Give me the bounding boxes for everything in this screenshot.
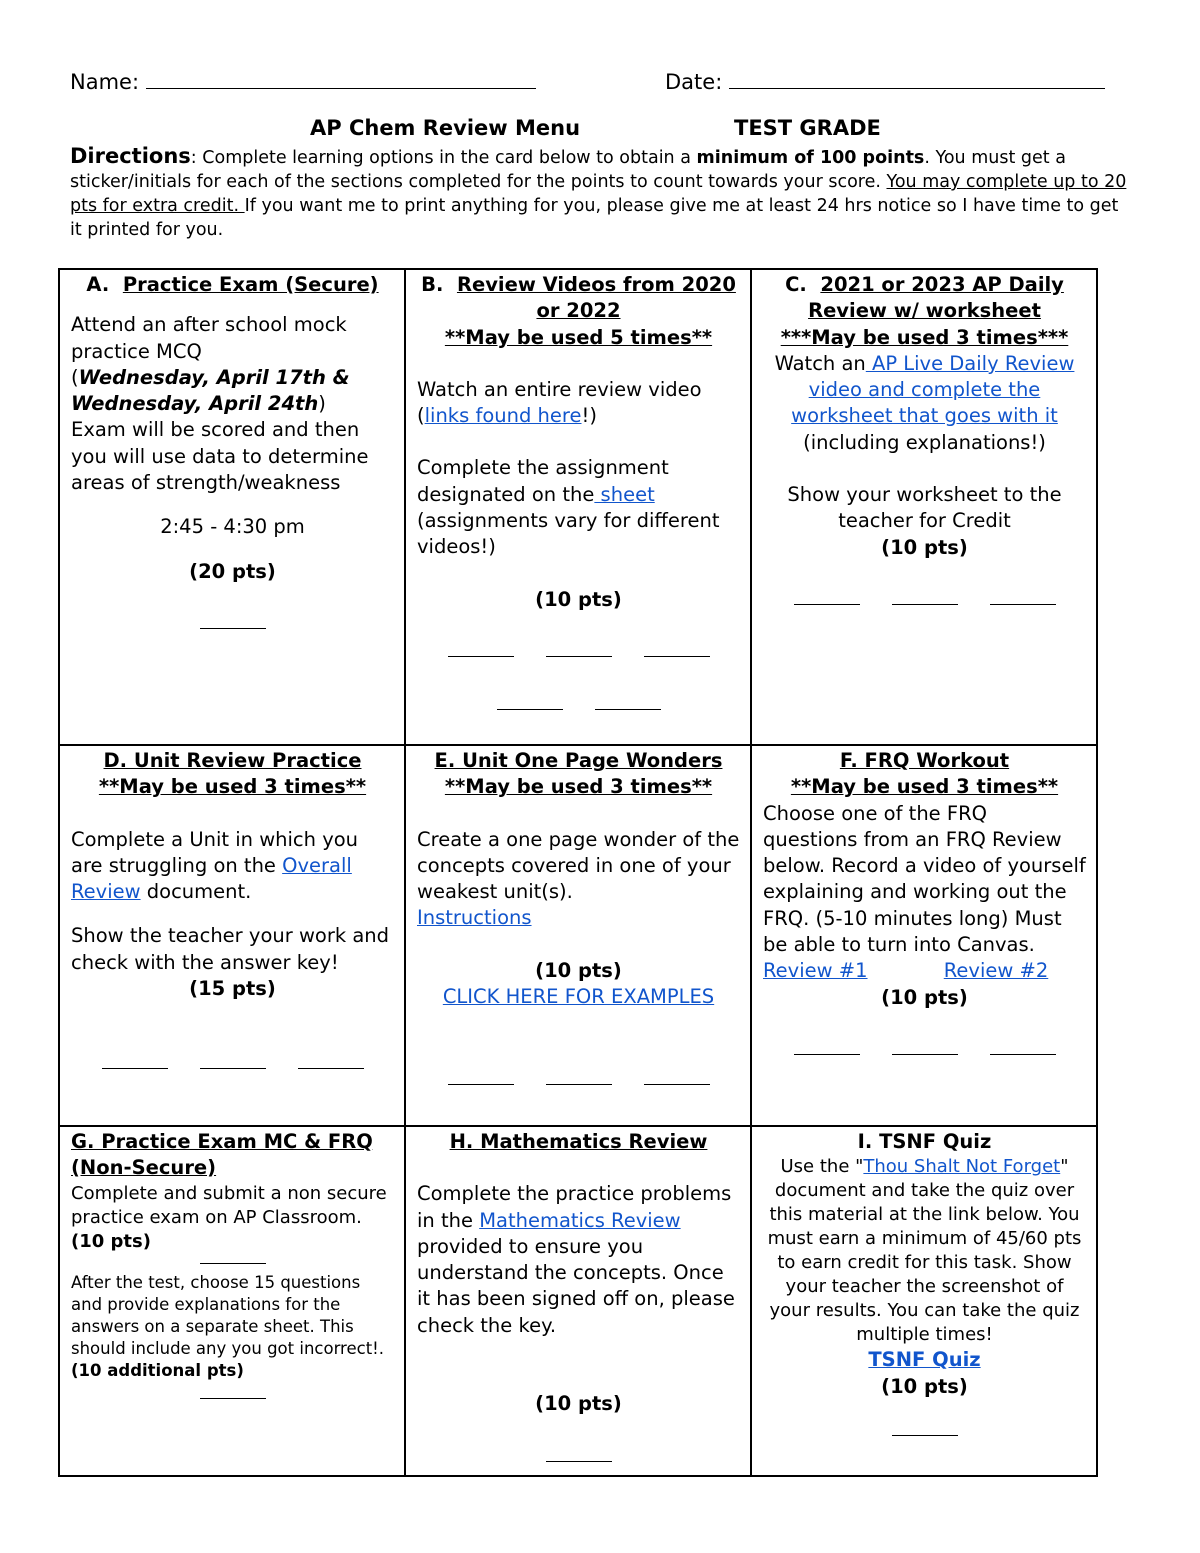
card-g-title: G. Practice Exam MC & FRQ (Non-Secure) — [71, 1130, 373, 1180]
card-f-review-links — [763, 958, 1086, 984]
signoff-blank[interactable] — [546, 1083, 612, 1085]
card-g-desc2: After the test, choose 15 questions and provide explanations for the answers on a separate sheet. This should include any you got incorrect!. (10 additional pts) — [71, 1272, 385, 1380]
directions-label: Directions — [70, 144, 191, 168]
signoff-blank[interactable] — [644, 655, 710, 657]
card-d-desc2: Show the teacher your work and check with the answer key! — [71, 924, 390, 974]
directions: Directions: Complete learning options in the card below to obtain a minimum of 100 points. You must get a sticker/initials for each of the sections completed for the points to count towards your score. You may complete up to 20 pts for extra credit. If you want me to print anything for you, please give me at least 24 hrs notice so I have time to get it printed for you. — [70, 144, 1127, 240]
card-f-desc: Choose one of the FRQ questions from an FRQ Review below. Record a video of yourself explaining and working out the FRQ. (5-10 minutes long) Must be able to turn into Canvas. — [763, 801, 1086, 957]
signoff-blank[interactable] — [892, 603, 958, 605]
card-c-video-link[interactable]: AP Live Daily Review video and complete the worksheet that goes with it — [791, 351, 1075, 428]
card-f-signoffs — [763, 1041, 1086, 1067]
card-b-desc: Watch an entire review video (links found here!) — [417, 377, 702, 428]
signoff-blank[interactable] — [448, 1083, 514, 1085]
card-b-points: (10 pts) — [535, 587, 622, 611]
card-h-signoffs — [417, 1447, 740, 1473]
card-c-title: C. 2021 or 2023 AP Daily Review w/ worksheet — [785, 273, 1064, 323]
card-c — [751, 269, 1097, 745]
date-field[interactable] — [665, 70, 1105, 94]
card-h-title: H. Mathematics Review — [449, 1130, 708, 1153]
signoff-blank[interactable] — [448, 655, 514, 657]
card-d — [59, 745, 405, 1126]
card-b — [405, 269, 751, 745]
card-f — [751, 745, 1097, 1126]
card-f-points: (10 pts) — [881, 985, 968, 1009]
card-e — [405, 745, 751, 1126]
name-field[interactable] — [70, 70, 536, 94]
card-e-limit: **May be used 3 times** — [444, 775, 713, 799]
card-c-signoffs — [763, 591, 1086, 617]
signoff-blank[interactable] — [644, 1083, 710, 1085]
card-f-review-1-link[interactable]: Review #1 — [763, 959, 868, 983]
card-i — [751, 1126, 1097, 1476]
card-a-points: (20 pts) — [189, 559, 276, 583]
card-i-tsnf-quiz-link[interactable]: TSNF Quiz — [868, 1348, 981, 1372]
minimum-points: minimum of 100 points — [696, 148, 925, 168]
card-f-title: F. FRQ Workout — [839, 749, 1010, 772]
card-f-review-2-link[interactable]: Review #2 — [943, 959, 1049, 983]
card-d-title: D. Unit Review Practice — [103, 749, 362, 772]
review-menu-grid — [58, 268, 1098, 1477]
extra-credit-note: You may complete up to 20 pts for extra credit. — [70, 172, 1127, 216]
signoff-blank[interactable] — [298, 1067, 364, 1069]
card-a-title: A. Practice Exam (Secure) — [86, 273, 379, 296]
card-e-examples-link[interactable]: CLICK HERE FOR EXAMPLES — [442, 985, 715, 1009]
card-a-desc: Attend an after school mock practice MCQ — [71, 313, 347, 363]
card-b-signoffs — [417, 643, 740, 669]
signoff-blank[interactable] — [200, 1067, 266, 1069]
card-i-points: (10 pts) — [881, 1374, 968, 1398]
signoff-blank[interactable] — [990, 603, 1056, 605]
card-e-desc: Create a one page wonder of the concepts covered in one of your weakest unit(s). — [417, 827, 740, 904]
name-blank[interactable] — [146, 87, 536, 89]
card-b-signoffs-2 — [417, 695, 740, 721]
date-blank[interactable] — [729, 87, 1105, 89]
card-c-points: (10 pts) — [881, 535, 968, 559]
card-e-signoffs — [417, 1070, 740, 1096]
card-g-desc: Complete and submit a non secure practice exam on AP Classroom. (10 pts) — [71, 1182, 387, 1252]
card-h-points: (10 pts) — [535, 1392, 622, 1416]
card-e-instructions-link[interactable]: Instructions — [417, 906, 532, 930]
card-a-desc2: Exam will be scored and then you will use data to determine areas of strength/weakness — [71, 418, 369, 495]
signoff-blank[interactable] — [200, 1397, 266, 1399]
card-c-desc: Watch an AP Live Daily Review video and complete the worksheet that goes with it (including explanations!) — [774, 351, 1075, 454]
name-label: Name: — [70, 70, 140, 94]
signoff-blank[interactable] — [200, 627, 266, 629]
card-d-desc: Complete a Unit in which you are struggling on the Overall Review document. — [71, 827, 359, 904]
signoff-blank[interactable] — [794, 603, 860, 605]
signoff-blank[interactable] — [892, 1053, 958, 1055]
card-d-limit: **May be used 3 times** — [98, 775, 367, 799]
signoff-blank[interactable] — [200, 1262, 266, 1264]
page-title: AP Chem Review Menu — [310, 116, 581, 140]
signoff-blank[interactable] — [794, 1053, 860, 1055]
card-h-math-review-link[interactable]: Mathematics Review — [479, 1208, 681, 1232]
card-a-signoffs — [71, 615, 394, 641]
signoff-blank[interactable] — [102, 1067, 168, 1069]
signoff-blank[interactable] — [497, 708, 563, 710]
card-b-links-link[interactable]: links found here — [424, 404, 582, 428]
card-a-time: 2:45 - 4:30 pm — [160, 515, 305, 539]
card-g — [59, 1126, 405, 1476]
grade-label: TEST GRADE — [734, 116, 881, 140]
signoff-blank[interactable] — [990, 1053, 1056, 1055]
card-i-desc: Use the "Thou Shalt Not Forget" document and take the quiz over this material at the link below. You must earn a minimum of 45/60 pts to earn credit for this task. Show your teacher the screenshot of your results. You can take the quiz multiple times! — [767, 1156, 1082, 1346]
signoff-blank[interactable] — [546, 1460, 612, 1462]
card-a — [59, 269, 405, 745]
card-i-tsnf-doc-link[interactable]: Thou Shalt Not Forget — [863, 1156, 1061, 1178]
card-i-title: I. TSNF Quiz — [857, 1130, 992, 1153]
signoff-blank[interactable] — [546, 655, 612, 657]
signoff-blank[interactable] — [892, 1434, 958, 1436]
card-b-desc2: Complete the assignment designated on the sheet (assignments vary for different videos!) — [417, 456, 720, 559]
card-h — [405, 1126, 751, 1476]
card-b-sheet-link[interactable]: sheet — [594, 482, 655, 506]
card-d-signoffs — [71, 1054, 394, 1080]
card-d-points: (15 pts) — [189, 977, 276, 1001]
card-e-title: E. Unit One Page Wonders — [434, 749, 723, 772]
card-a-dates: (Wednesday, April 17th & Wednesday, April 24th) — [71, 365, 350, 416]
date-label: Date: — [665, 70, 723, 94]
card-b-limit: **May be used 5 times** — [444, 325, 713, 349]
card-i-signoffs — [763, 1422, 1086, 1448]
card-e-points: (10 pts) — [535, 958, 622, 982]
card-g-signoff-2 — [71, 1388, 394, 1408]
card-f-limit: **May be used 3 times** — [790, 775, 1059, 799]
card-c-desc2: Show your worksheet to the teacher for Credit — [787, 483, 1062, 533]
card-h-desc: Complete the practice problems in the Mathematics Review provided to ensure you understand the concepts. Once it has been signed off on, please check the key. — [417, 1182, 735, 1337]
card-c-limit: ***May be used 3 times*** — [780, 325, 1069, 349]
card-g-signoff-1 — [71, 1254, 394, 1272]
card-b-title: B. Review Videos from 2020 or 2022 — [421, 273, 736, 323]
signoff-blank[interactable] — [595, 708, 661, 710]
card-d-overall-review-link[interactable]: Overall Review — [71, 853, 352, 904]
